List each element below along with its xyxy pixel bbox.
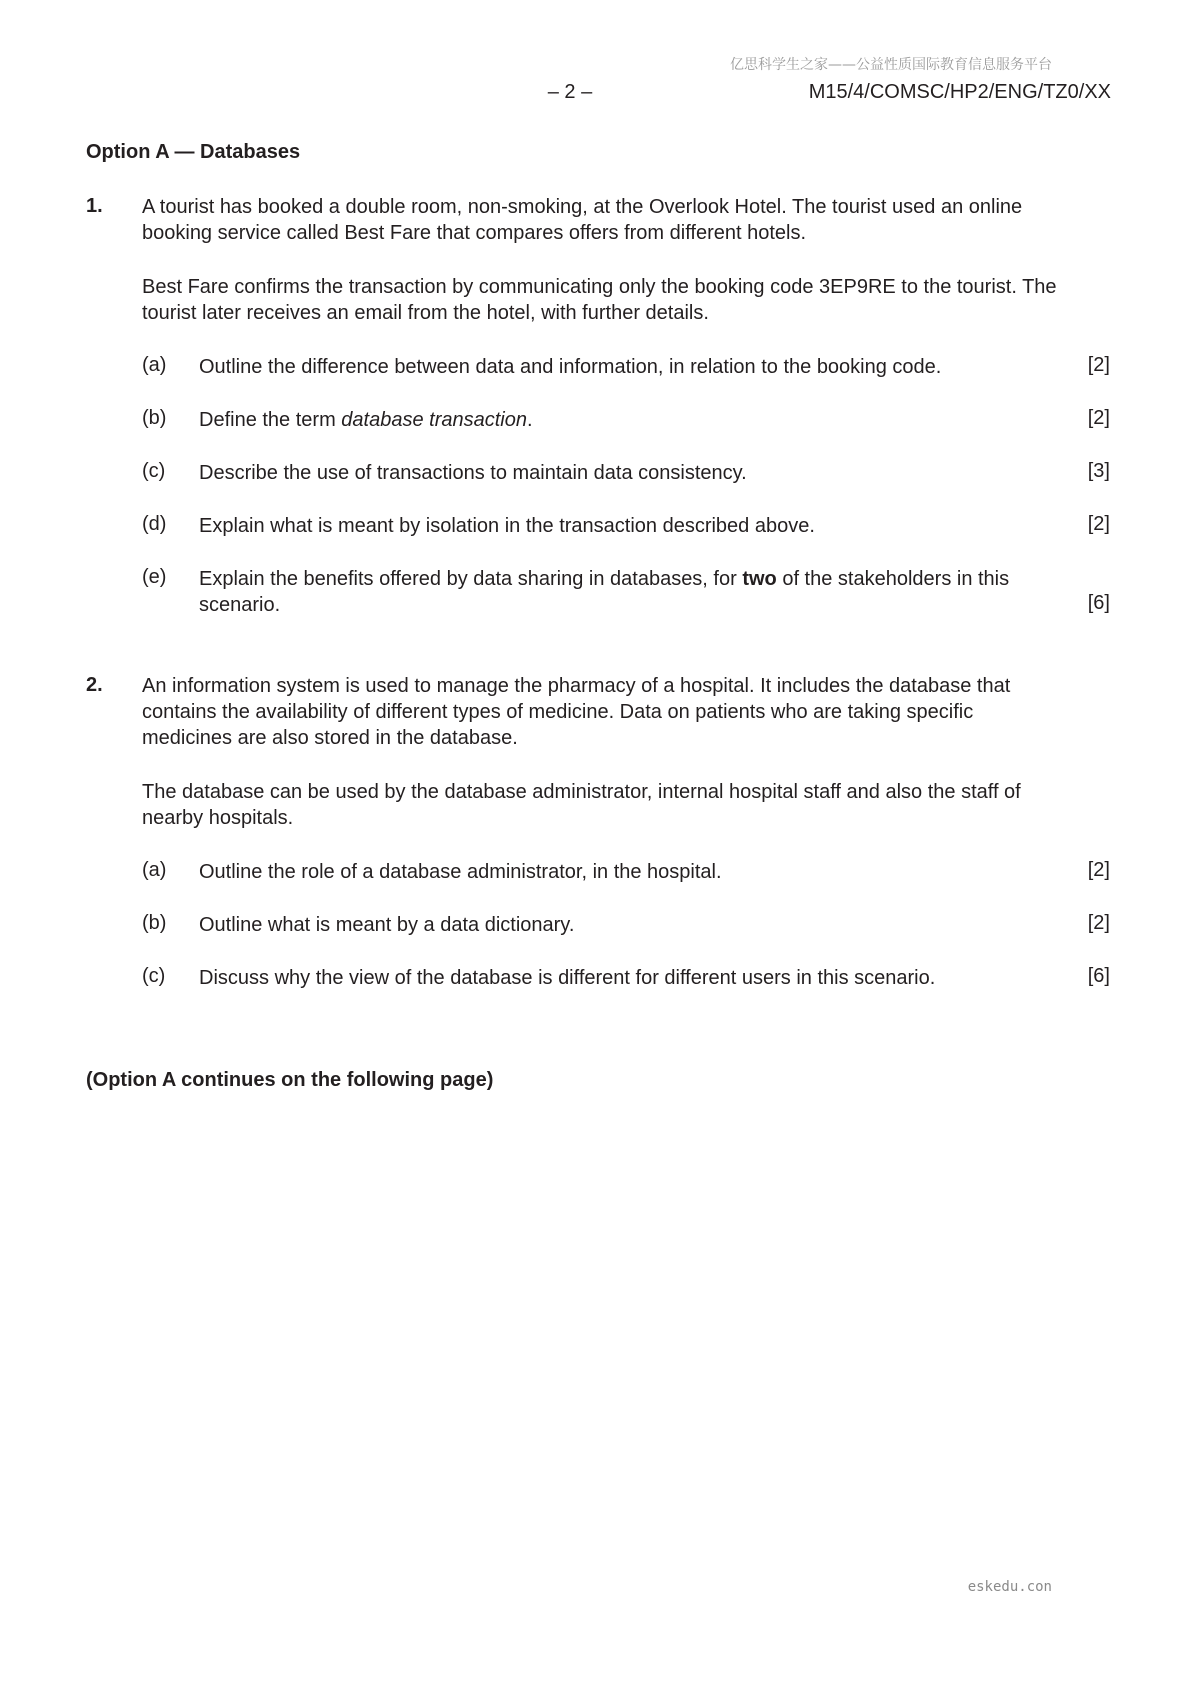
q1-part-e-text: Explain the benefits offered by data sharing in databases, for two of the stakeholders in this scenario.: [199, 568, 1010, 616]
q1-part-a-marks: [2]: [1087, 354, 1110, 376]
q1-part-b-italic-term: database transaction: [341, 409, 527, 431]
q1-part-a-text: Outline the difference between data and information, in relation to the booking code.: [199, 356, 942, 378]
question-1-intro-2: Best Fare confirms the transaction by communicating only the booking code 3EP9RE to the tourist. The tourist later receives an email from the hotel, with further details.: [142, 276, 1057, 324]
footer-watermark: eskedu.con: [967, 1579, 1052, 1595]
q1-part-e-bold-word: two: [742, 568, 777, 590]
question-2-intro-2: The database can be used by the database administrator, internal hospital staff and also the staff of nearby hospitals.: [142, 781, 1021, 829]
continues-note: (Option A continues on the following page): [86, 1069, 494, 1091]
q2-part-c-text: Discuss why the view of the database is different for different users in this scenario.: [199, 967, 936, 989]
q2-part-a-text: Outline the role of a database administrator, in the hospital.: [199, 861, 722, 883]
q1-part-c-marks: [3]: [1087, 460, 1110, 482]
q2-part-a-letter: (a): [142, 859, 167, 881]
question-1-number: 1.: [86, 195, 103, 217]
q1-part-d-marks: [2]: [1087, 513, 1110, 535]
question-2-number: 2.: [86, 674, 103, 696]
q1-part-c-text: Describe the use of transactions to maintain data consistency.: [199, 462, 747, 484]
q1-part-b-text: Define the term database transaction.: [199, 409, 533, 431]
q1-part-e-letter: (e): [142, 566, 167, 588]
q1-part-b-letter: (b): [142, 407, 167, 429]
q2-part-c-letter: (c): [142, 965, 166, 987]
q1-part-e-marks: [6]: [1087, 592, 1110, 614]
q2-part-b-letter: (b): [142, 912, 167, 934]
question-1-intro-1: A tourist has booked a double room, non-smoking, at the Overlook Hotel. The tourist used an online booking service called Best Fare that compares offers from different hotels.: [142, 196, 1023, 244]
q1-part-b-marks: [2]: [1087, 407, 1110, 429]
section-title: Option A — Databases: [86, 141, 301, 163]
question-2-intro-1: An information system is used to manage the pharmacy of a hospital. It includes the database that contains the availability of different types of medicine. Data on patients who are taking specific medicines are also stored in the database.: [142, 675, 1011, 749]
page-number: – 2 –: [547, 81, 593, 103]
q2-part-b-text: Outline what is meant by a data dictionary.: [199, 914, 575, 936]
q1-part-d-text: Explain what is meant by isolation in the transaction described above.: [199, 515, 815, 537]
q1-part-c-letter: (c): [142, 460, 166, 482]
paper-code: M15/4/COMSC/HP2/ENG/TZ0/XX: [808, 81, 1111, 103]
q2-part-c-marks: [6]: [1087, 965, 1110, 987]
q1-part-d-letter: (d): [142, 513, 167, 535]
q2-part-a-marks: [2]: [1087, 859, 1110, 881]
watermark-text: 亿思科学生之家——公益性质国际教育信息服务平台: [730, 57, 1052, 73]
q1-part-a-letter: (a): [142, 354, 167, 376]
q2-part-b-marks: [2]: [1087, 912, 1110, 934]
